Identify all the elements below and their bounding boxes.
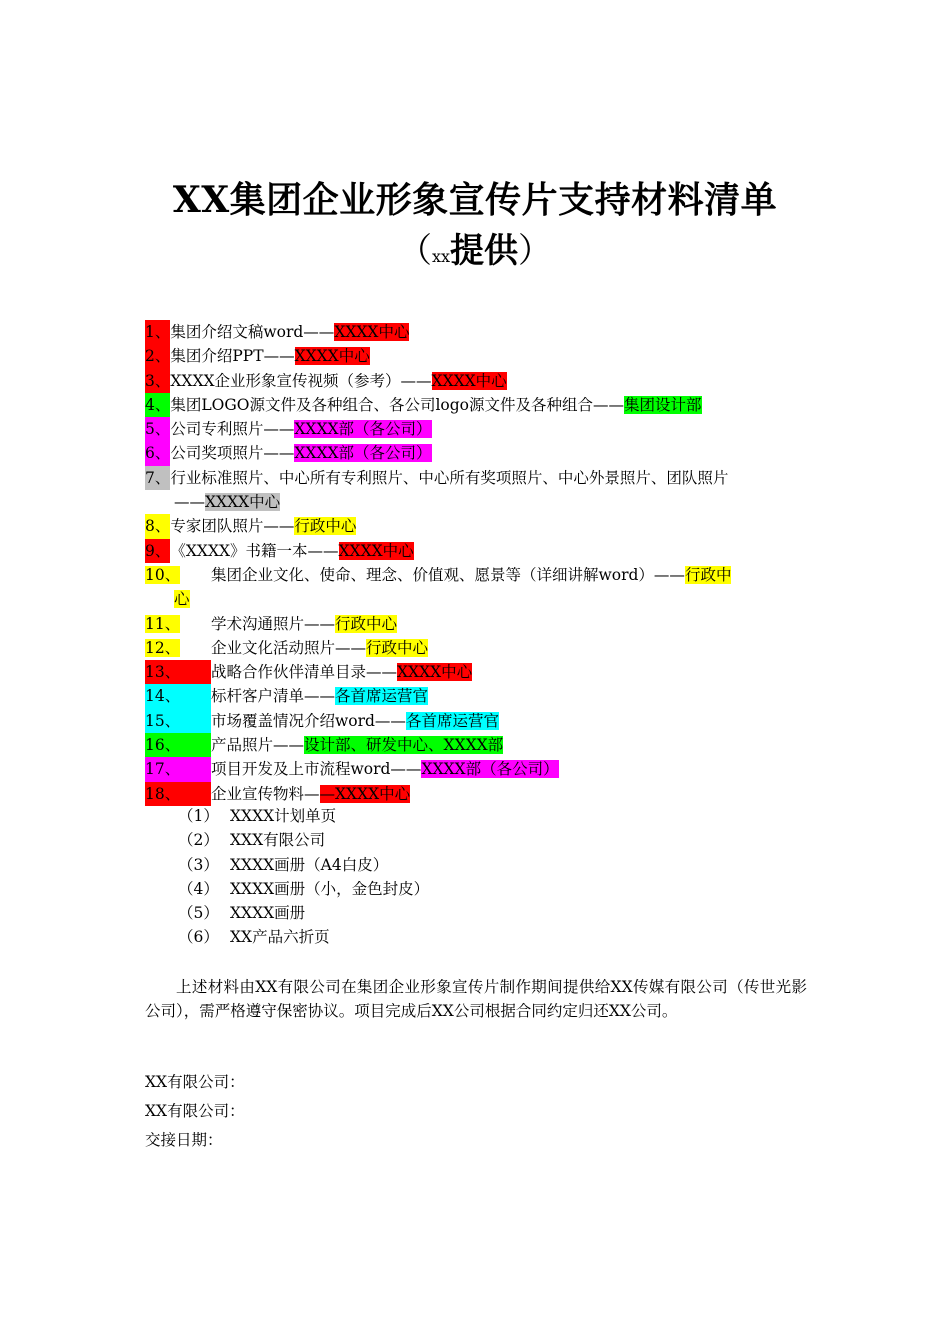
sublist-item bbox=[178, 828, 429, 852]
sublist-number: （3） bbox=[178, 855, 219, 874]
item-dept: 行政中心 bbox=[294, 517, 357, 536]
list-item bbox=[145, 417, 815, 441]
signature-company-1: XX有限公司： bbox=[145, 1073, 245, 1091]
signature-company-2: XX有限公司： bbox=[145, 1102, 245, 1120]
item-number-cell bbox=[145, 563, 211, 587]
item-text: 标杆客户清单—— bbox=[211, 687, 336, 706]
item-dept: 行政中心 bbox=[335, 614, 398, 633]
item-dept: XXXX中心 bbox=[397, 663, 473, 682]
sublist-item bbox=[178, 853, 429, 877]
item-dept: XXXX中心 bbox=[294, 347, 370, 366]
item-text: 专家团队照片—— bbox=[170, 517, 295, 536]
item-number: 3、 bbox=[145, 369, 170, 393]
list-item bbox=[145, 539, 815, 563]
promo-materials-sublist bbox=[178, 804, 429, 950]
item-dept: XXXX部（各公司） bbox=[294, 420, 432, 439]
list-item bbox=[145, 563, 815, 612]
list-item bbox=[145, 320, 815, 344]
item-text: 学术沟通照片—— bbox=[211, 614, 336, 633]
item-number: 5、 bbox=[145, 417, 170, 441]
item-dept: XXXX部（各公司） bbox=[421, 760, 559, 779]
item-number: 13、 bbox=[145, 660, 211, 684]
sublist-text: XXX有限公司 bbox=[230, 831, 326, 850]
item-number: 10、 bbox=[145, 565, 181, 584]
item-text: 《XXXX》书籍一本—— bbox=[170, 541, 339, 560]
list-item bbox=[145, 612, 815, 636]
item-number: 6、 bbox=[145, 441, 170, 465]
handover-date: 交接日期： bbox=[145, 1131, 223, 1149]
sublist-text: XX产品六折页 bbox=[230, 928, 330, 947]
item-text: 企业宣传物料— bbox=[211, 784, 320, 803]
sublist-number: （6） bbox=[178, 928, 219, 947]
sublist-item bbox=[178, 877, 429, 901]
list-item bbox=[145, 709, 815, 733]
item-number-cell bbox=[145, 636, 211, 660]
item-text: 公司专利照片—— bbox=[170, 420, 295, 439]
item-dept: 设计部、研发中心、XXXX部 bbox=[304, 736, 504, 755]
list-item bbox=[145, 733, 815, 757]
sublist-text: XXXX画册 bbox=[230, 904, 306, 923]
sublist-item bbox=[178, 925, 429, 949]
item-number: 12、 bbox=[145, 638, 181, 657]
sublist-text: XXXX画册（A4白皮） bbox=[230, 855, 389, 874]
item-text: 产品照片—— bbox=[211, 736, 305, 755]
list-item bbox=[145, 393, 815, 417]
item-dept: 行政中心 bbox=[366, 638, 429, 657]
list-item bbox=[145, 782, 815, 806]
list-item bbox=[145, 466, 815, 515]
item-dept: 集团设计部 bbox=[624, 395, 702, 414]
list-item bbox=[145, 757, 815, 781]
item-number: 2、 bbox=[145, 344, 170, 368]
list-item bbox=[145, 514, 815, 538]
list-item bbox=[145, 441, 815, 465]
item-text: 行业标准照片、中心所有专利照片、中心所有奖项照片、中心外景照片、团队照片 bbox=[170, 468, 729, 487]
item-text: 市场覆盖情况介绍word—— bbox=[211, 711, 406, 730]
item-dept: 行政中 bbox=[684, 565, 732, 584]
item-dept: XXXX中心 bbox=[334, 323, 410, 341]
document-subtitle bbox=[0, 228, 950, 280]
sublist-item bbox=[178, 804, 429, 828]
item-text: 项目开发及上市流程word—— bbox=[211, 760, 422, 779]
item-text: 公司奖项照片—— bbox=[170, 444, 295, 463]
sublist-text: XXXX计划单页 bbox=[230, 807, 337, 825]
sublist-number: （1） bbox=[178, 807, 219, 825]
item-text: 企业文化活动照片—— bbox=[211, 638, 367, 657]
item-number: 14、 bbox=[145, 684, 211, 708]
sublist-number: （5） bbox=[178, 904, 219, 923]
item-text: 集团LOGO源文件及各种组合、各公司logo源文件及各种组合—— bbox=[170, 395, 625, 414]
item-text: 战略合作伙伴清单目录—— bbox=[211, 663, 398, 682]
item-dept: XXXX中心 bbox=[431, 371, 507, 390]
list-item bbox=[145, 636, 815, 660]
item-number: 15、 bbox=[145, 709, 211, 733]
item-dept: XXXX中心 bbox=[338, 541, 414, 560]
item-number-cell bbox=[145, 612, 211, 636]
subtitle-small: xx bbox=[431, 247, 451, 266]
list-item bbox=[145, 369, 815, 393]
item-number: 9、 bbox=[145, 539, 170, 563]
item-text: 集团介绍PPT—— bbox=[170, 347, 295, 366]
item-text: XXXX企业形象宣传视频（参考）—— bbox=[170, 371, 432, 390]
sublist-number: （4） bbox=[178, 879, 219, 898]
item-number: 8、 bbox=[145, 514, 170, 538]
subtitle-main: 提供 bbox=[450, 231, 519, 271]
sublist-item bbox=[178, 901, 429, 925]
item-text-continued: —— bbox=[174, 493, 205, 512]
list-item bbox=[145, 684, 815, 708]
item-dept-continued: 心 bbox=[174, 590, 190, 609]
item-text: 集团企业文化、使命、理念、价值观、愿景等（详细讲解word）—— bbox=[211, 565, 685, 584]
item-number: 17、 bbox=[145, 757, 211, 781]
item-number: 11、 bbox=[145, 614, 181, 633]
material-list bbox=[145, 320, 815, 806]
item-number: 16、 bbox=[145, 733, 211, 757]
item-dept: XXXX中心 bbox=[205, 493, 281, 512]
item-dept: 各首席运营官 bbox=[335, 687, 429, 706]
item-number: 18、 bbox=[145, 782, 211, 806]
list-item bbox=[145, 344, 815, 368]
item-number: 4、 bbox=[145, 393, 170, 417]
list-item bbox=[145, 660, 815, 684]
confidentiality-paragraph: 上述材料由XX有限公司在集团企业形象宣传片制作期间提供给XX传媒有限公司（传世光影公司），需严格遵守保密协议。项目完成后XX公司根据合同约定归还XX公司。 bbox=[145, 978, 807, 1021]
document-title: XX集团企业形象宣传片支持材料清单 bbox=[172, 179, 778, 221]
subtitle-close-paren: ） bbox=[518, 231, 553, 271]
sublist-number: （2） bbox=[178, 831, 219, 850]
sublist-text: XXXX画册（小，金色封皮） bbox=[230, 879, 430, 898]
item-dept: 各首席运营官 bbox=[405, 711, 499, 730]
subtitle-open-paren: （ bbox=[397, 231, 432, 271]
item-number: 1、 bbox=[145, 320, 170, 344]
item-number: 7、 bbox=[145, 466, 170, 490]
item-dept: —XXXX中心 bbox=[319, 784, 411, 803]
item-text: 集团介绍文稿word—— bbox=[170, 323, 335, 341]
item-dept: XXXX部（各公司） bbox=[294, 444, 432, 463]
